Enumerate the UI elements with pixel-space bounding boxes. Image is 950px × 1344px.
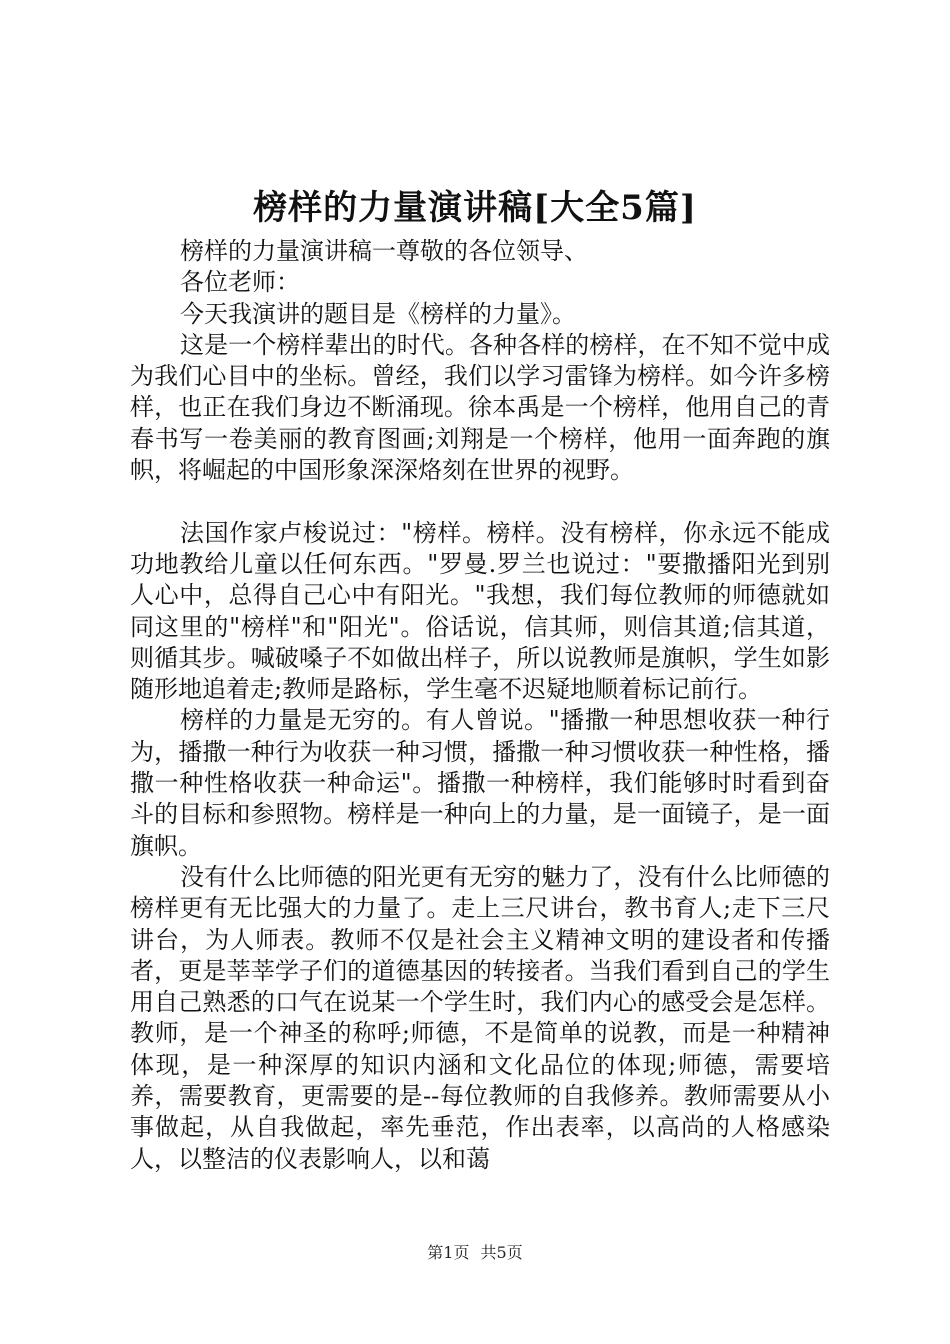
page-number: 第1页 [427,1243,470,1262]
paragraph-ethics: 没有什么比师德的阳光更有无穷的魅力了，没有什么比师德的榜样更有无比强大的力量了。走上三尺讲台，教书育人;走下三尺讲台，为人师表。教师不仅是社会主义精神文明的建设者和传播者，更是莘莘学子们的道德基因的转接者。当我们看到自己的学生用自己熟悉的口气在说某一个学生时，我们内心的感受会是怎样。教师，是一个神圣的称呼;师德，不是简单的说教，而是一种精神体现，是一种深厚的知识内涵和文化品位的体现;师德，需要培养，需要教育，更需要的是--每位教师的自我修养。教师需要从小事做起，从自我做起，率先垂范，作出表率，以高尚的人格感染人，以整洁的仪表影响人，以和蔼 [130,862,830,1173]
paragraph-greeting-cont: 各位老师： [180,268,300,297]
document-body [130,236,830,1175]
paragraph-rousseau: 法国作家卢梭说过："榜样。榜样。没有榜样，你永远不能成功地教给儿童以任何东西。"罗曼.罗兰也说过："要撒播阳光到别人心中，总得自己心中有阳光。"我想，我们每位教师的师德就如同这里的"榜样"和"阳光"。俗话说，信其师，则信其道;信其道，则循其步。喊破嗓子不如做出样子，所以说教师是旗帜，学生如影随形地追着走;教师是路标，学生毫不迟疑地顺着标记前行。 [130,518,830,704]
page-total: 共5页 [480,1243,523,1262]
page-footer [0,1241,950,1265]
document-title: 榜样的力量演讲稿[大全5篇] [253,188,697,228]
paragraph-topic: 今天我演讲的题目是《榜样的力量》。 [180,299,576,328]
paragraph-power: 榜样的力量是无穷的。有人曾说。"播撒一种思想收获一种行为，播撒一种行为收获一种习惯，播撒一种习惯收获一种性格，播撒一种性格收获一种命运"。播撒一种榜样，我们能够时时看到奋斗的目标和参照物。榜样是一种向上的力量，是一面镜子，是一面旗帜。 [130,706,830,860]
paragraph-greeting: 榜样的力量演讲稿一尊敬的各位领导、 [180,237,588,265]
paragraph-era: 这是一个榜样辈出的时代。各种各样的榜样，在不知不觉中成为我们心目中的坐标。曾经，我们以学习雷锋为榜样。如今许多榜样，也正在我们身边不断涌现。徐本禹是一个榜样，他用自己的青春书写一卷美丽的教育图画;刘翔是一个榜样，他用一面奔跑的旗帜，将崛起的中国形象深深烙刻在世界的视野。 [130,330,830,485]
